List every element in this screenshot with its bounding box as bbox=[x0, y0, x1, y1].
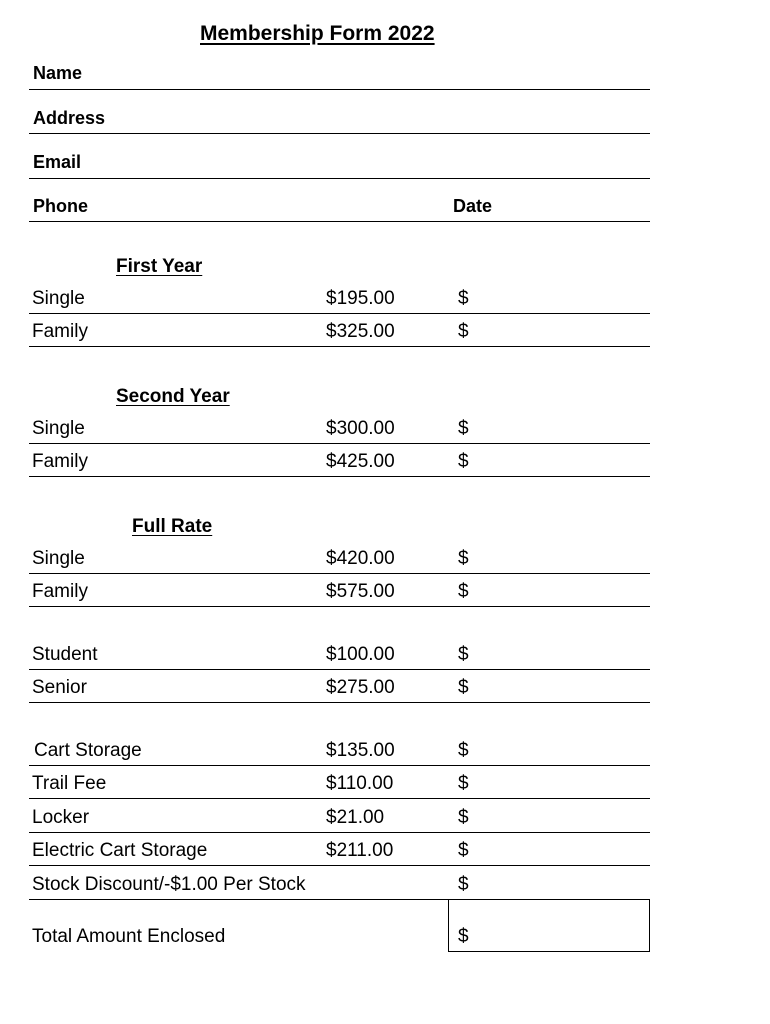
form-title: Membership Form 2022 bbox=[200, 22, 435, 45]
row-line bbox=[29, 573, 650, 574]
cart-storage-label: Cart Storage bbox=[34, 740, 142, 761]
first-year-family-price: $325.00 bbox=[326, 321, 395, 342]
email-label: Email bbox=[33, 152, 82, 172]
row-line bbox=[29, 313, 650, 314]
senior-label: Senior bbox=[32, 677, 87, 698]
locker-label: Locker bbox=[32, 807, 90, 828]
phone-label: Phone bbox=[33, 196, 89, 216]
electric-cart-storage-label: Electric Cart Storage bbox=[32, 840, 208, 861]
first-year-single-price: $195.00 bbox=[326, 288, 395, 309]
total-amount-box[interactable] bbox=[448, 899, 650, 952]
second-year-single-amount[interactable]: $ bbox=[458, 418, 469, 439]
row-line bbox=[29, 765, 650, 766]
row-line bbox=[29, 476, 650, 477]
address-label: Address bbox=[33, 108, 106, 128]
cart-storage-price: $135.00 bbox=[326, 740, 395, 761]
email-line[interactable] bbox=[29, 178, 650, 179]
total-amount-value: $ bbox=[458, 926, 469, 947]
electric-cart-storage-amount[interactable]: $ bbox=[458, 840, 469, 861]
total-amount-label: Total Amount Enclosed bbox=[32, 926, 226, 947]
full-rate-single-label: Single bbox=[32, 548, 85, 569]
first-year-single-amount[interactable]: $ bbox=[458, 288, 469, 309]
phone-date-line[interactable] bbox=[29, 221, 650, 222]
row-line bbox=[29, 346, 650, 347]
student-price: $100.00 bbox=[326, 644, 395, 665]
full-rate-family-label: Family bbox=[32, 581, 88, 602]
row-line bbox=[29, 669, 650, 670]
section-heading-full-rate: Full Rate bbox=[132, 516, 213, 537]
locker-amount[interactable]: $ bbox=[458, 807, 469, 828]
section-heading-second-year: Second Year bbox=[116, 386, 230, 407]
first-year-family-amount[interactable]: $ bbox=[458, 321, 469, 342]
stock-discount-amount[interactable]: $ bbox=[458, 874, 469, 895]
full-rate-family-price: $575.00 bbox=[326, 581, 395, 602]
trail-fee-price: $110.00 bbox=[326, 773, 394, 794]
row-line bbox=[29, 798, 650, 799]
student-amount[interactable]: $ bbox=[458, 644, 469, 665]
name-label: Name bbox=[33, 63, 83, 83]
first-year-family-label: Family bbox=[32, 321, 88, 342]
full-rate-single-amount[interactable]: $ bbox=[458, 548, 469, 569]
full-rate-family-amount[interactable]: $ bbox=[458, 581, 469, 602]
trail-fee-amount[interactable]: $ bbox=[458, 773, 469, 794]
address-line[interactable] bbox=[29, 133, 650, 134]
full-rate-single-price: $420.00 bbox=[326, 548, 395, 569]
date-label: Date bbox=[453, 196, 493, 216]
section-heading-first-year: First Year bbox=[116, 256, 203, 277]
second-year-single-label: Single bbox=[32, 418, 85, 439]
senior-price: $275.00 bbox=[326, 677, 395, 698]
trail-fee-label: Trail Fee bbox=[32, 773, 107, 794]
second-year-family-label: Family bbox=[32, 451, 88, 472]
row-line bbox=[29, 702, 650, 703]
cart-storage-amount[interactable]: $ bbox=[458, 740, 469, 761]
row-line bbox=[29, 865, 650, 866]
first-year-single-label: Single bbox=[32, 288, 85, 309]
row-line bbox=[29, 606, 650, 607]
row-line bbox=[29, 443, 650, 444]
name-line[interactable] bbox=[29, 89, 650, 90]
locker-price: $21.00 bbox=[326, 807, 385, 828]
student-label: Student bbox=[32, 644, 98, 665]
second-year-family-amount[interactable]: $ bbox=[458, 451, 469, 472]
stock-discount-label: Stock Discount/-$1.00 Per Stock bbox=[32, 874, 306, 895]
electric-cart-storage-price: $211.00 bbox=[326, 840, 394, 861]
row-line bbox=[29, 832, 650, 833]
senior-amount[interactable]: $ bbox=[458, 677, 469, 698]
second-year-family-price: $425.00 bbox=[326, 451, 395, 472]
second-year-single-price: $300.00 bbox=[326, 418, 395, 439]
